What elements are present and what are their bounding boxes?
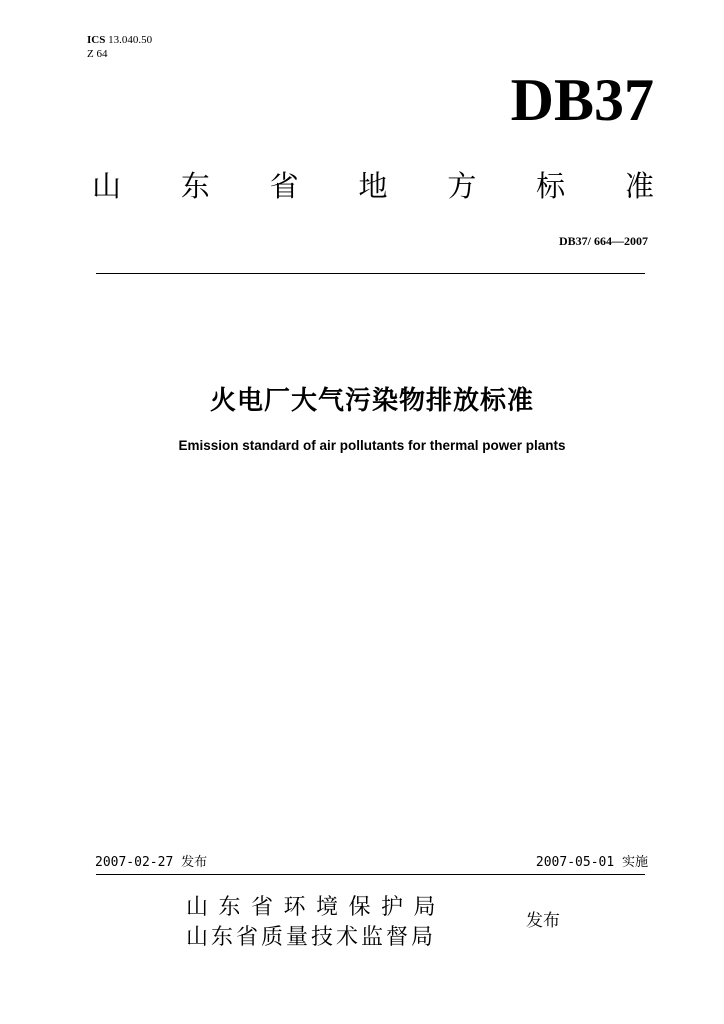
province-title-char: 东	[180, 169, 210, 203]
province-title-char: 山	[92, 169, 122, 203]
bottom-divider	[96, 874, 645, 875]
document-title-chinese: 火电厂大气污染物排放标准	[209, 386, 534, 416]
publish-label: 发布	[526, 911, 560, 931]
province-title-char: 地	[358, 169, 388, 203]
issuing-authorities	[186, 893, 446, 953]
province-title-char: 准	[624, 169, 654, 203]
ics-code: 13.040.50	[108, 34, 153, 46]
issuer-quality-bureau: 山东省质量技术监督局	[186, 925, 437, 950]
province-title-char: 标	[536, 169, 566, 203]
province-title-char: 方	[447, 169, 477, 203]
effective-date: 2007-05-01 实施	[535, 855, 648, 870]
classification-block	[87, 33, 152, 61]
ics-label: ICS	[87, 34, 106, 46]
ics-line	[87, 33, 152, 47]
category-code: Z 64	[87, 48, 108, 60]
document-title-english: Emission standard of air pollutants for thermal power plants	[178, 438, 566, 453]
standard-code: DB37	[510, 67, 654, 133]
province-standard-title	[92, 168, 654, 204]
issue-date: 2007-02-27 发布	[95, 855, 208, 870]
province-title-char: 省	[269, 169, 299, 203]
issuer-environmental-bureau: 山东省环境保护局	[186, 895, 447, 920]
standard-number: DB37/ 664—2007	[558, 234, 648, 248]
top-divider	[96, 273, 645, 274]
